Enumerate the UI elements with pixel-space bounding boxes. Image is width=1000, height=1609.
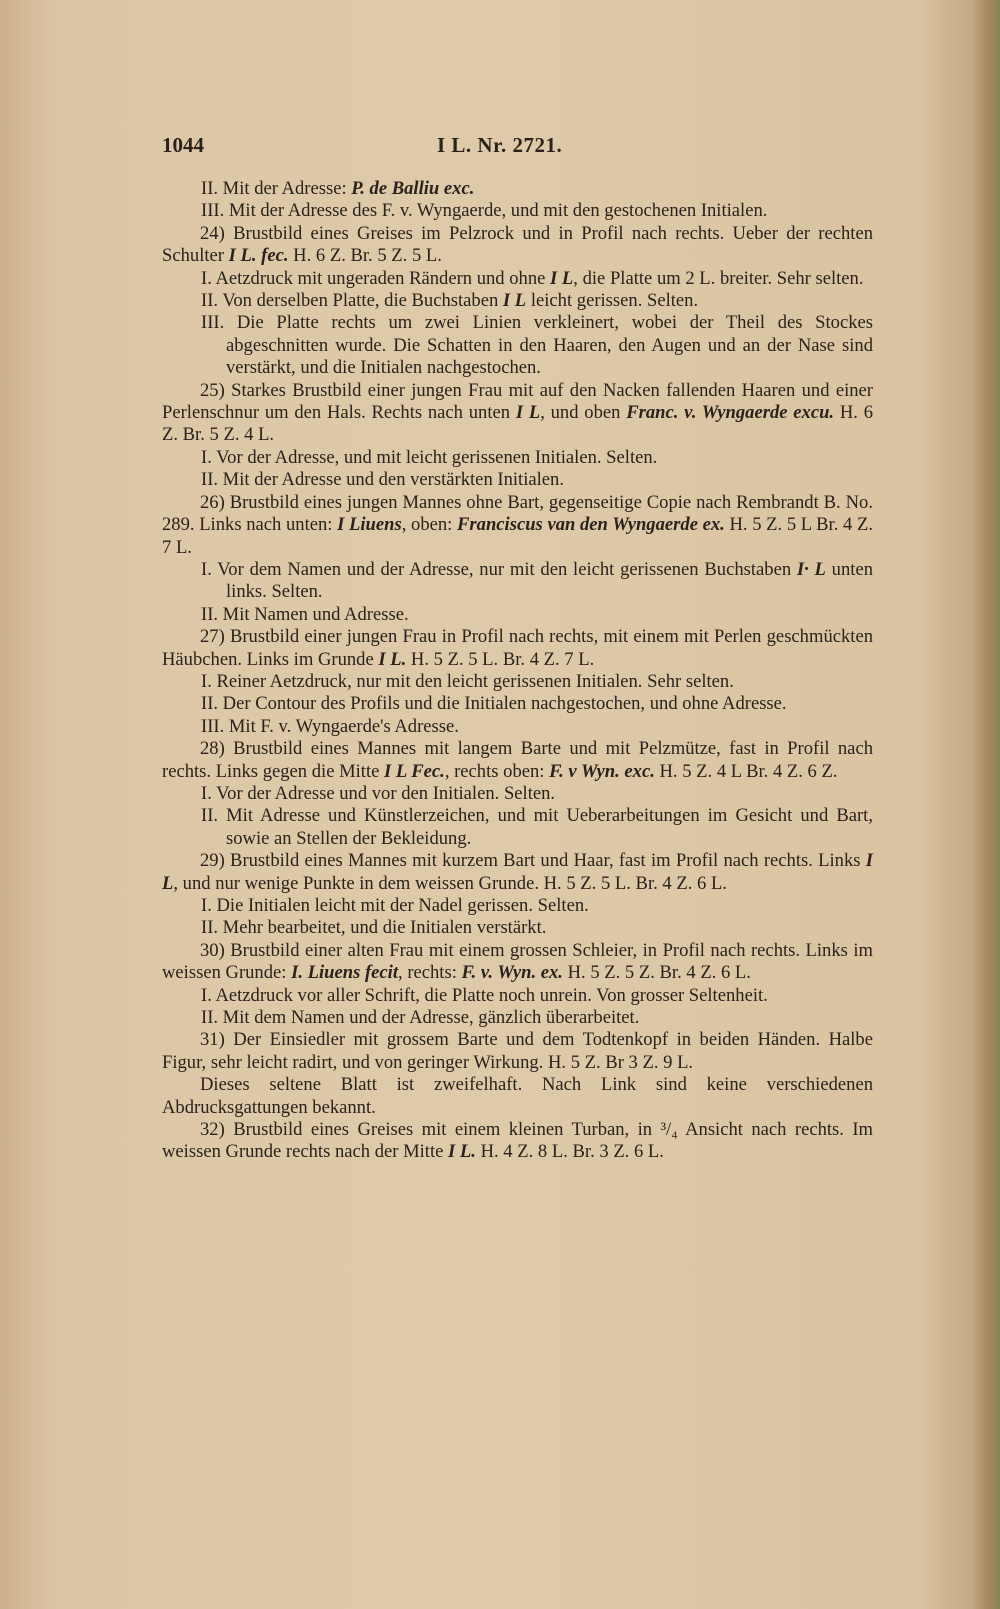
- italic-inscription: P. de Balliu exc.: [351, 178, 475, 199]
- italic-inscription: I L.: [448, 1141, 476, 1163]
- italic-inscription: I L.: [378, 648, 407, 670]
- text-segment: , und nur wenige Punkte in dem weissen Grunde. H. 5 Z. 5 L. Br. 4 Z. 6 L.: [173, 872, 727, 894]
- italic-inscription: I L: [515, 402, 541, 424]
- text-segment: II. Mit dem Namen und der Adresse, gänzlich überarbeitet.: [201, 1007, 640, 1029]
- italic-inscription: F. v Wyn. exc.: [549, 760, 655, 782]
- text-segment: III. Mit F. v. Wyngaerde's Adresse.: [201, 715, 459, 737]
- state-description: [162, 268, 873, 290]
- state-description: [162, 671, 873, 693]
- text-segment: leicht gerissen. Selten.: [526, 290, 699, 312]
- catalogue-text: [162, 178, 873, 1164]
- text-segment: 28) Brustbild eines Mannes mit langem Barte und mit Pelzmütze, fast in Profil nach rechts. Links gegen die Mitte: [162, 738, 873, 782]
- text-segment: II. Mit der Adresse und den verstärkten Initialen.: [201, 469, 564, 491]
- text-segment: 31) Der Einsiedler mit grossem Barte und dem Todtenkopf in beiden Händen. Halbe Figur, sehr leicht radirt, und von geringer Wirkung. H. 5 Z. Br 3 Z. 9 L.: [162, 1029, 873, 1073]
- text-segment: 27) Brustbild einer jungen Frau in Profil nach rechts, mit einem mit Perlen geschmückten Häubchen. Links im Grunde: [162, 626, 873, 670]
- state-description: [162, 1007, 873, 1029]
- italic-inscription: Franc. v. Wyngaerde excu.: [626, 402, 835, 424]
- text-segment: I. Vor der Adresse, und mit leicht gerissenen Initialen. Selten.: [201, 446, 658, 468]
- text-segment: H. 4 Z. 8 L. Br. 3 Z. 6 L.: [475, 1141, 664, 1163]
- text-segment: , rechts:: [398, 962, 462, 984]
- state-description: [162, 200, 873, 222]
- state-description: [162, 716, 873, 738]
- text-segment: , die Platte um 2 L. breiter. Sehr selten.: [573, 267, 864, 289]
- state-description: [162, 178, 873, 200]
- text-segment: 24) Brustbild eines Greises im Pelzrock und in Profil nach rechts. Ueber der rechten Schulter: [162, 222, 873, 267]
- italic-inscription: I L: [502, 290, 527, 312]
- text-segment: II. Mit Namen und Adresse.: [201, 603, 409, 625]
- text-segment: H. 5 Z. 5 L. Br. 4 Z. 7 L.: [406, 648, 595, 670]
- text-segment: II. Mehr bearbeitet, und die Initialen verstärkt.: [201, 917, 547, 939]
- state-description: [162, 985, 873, 1007]
- page-number: 1044: [162, 133, 204, 157]
- text-segment: 32) Brustbild eines Greises mit einem kleinen Turban, in ³/₄ Ansicht nach rechts. Im weissen Grunde rechts nach der Mitte: [162, 1119, 873, 1163]
- catalogue-entry: [162, 380, 873, 447]
- italic-inscription: Franciscus van den Wyngaerde ex.: [457, 514, 725, 536]
- italic-inscription: I L. fec.: [228, 245, 289, 267]
- catalogue-entry: [162, 738, 873, 783]
- text-segment: H. 5 Z. 5 L Br. 4 Z. 7 L.: [162, 514, 873, 558]
- note-paragraph: [162, 1074, 873, 1119]
- text-segment: I. Die Initialen leicht mit der Nadel gerissen. Selten.: [201, 895, 589, 916]
- text-segment: III. Mit der Adresse des F. v. Wyngaerde, und mit den gestochenen Initialen.: [201, 200, 768, 222]
- catalogue-entry: [162, 1119, 873, 1164]
- italic-inscription: I L: [550, 267, 574, 289]
- italic-inscription: I. Liuens fecit: [291, 962, 399, 984]
- catalogue-entry: [162, 1029, 873, 1074]
- text-segment: H. 5 Z. 4 L Br. 4 Z. 6 Z.: [654, 760, 838, 782]
- state-description: [162, 604, 873, 626]
- text-segment: Dieses seltene Blatt ist zweifelhaft. Nach Link sind keine verschiedenen Abdrucksgattungen bekannt.: [162, 1074, 873, 1118]
- text-segment: II. Mit Adresse und Künstlerzeichen, und mit Ueberarbeitungen im Gesicht und Bart, sowie an Stellen der Bekleidung.: [201, 805, 873, 849]
- text-segment: , oben:: [401, 514, 458, 536]
- state-description: [162, 312, 873, 379]
- italic-inscription: I Liuens: [337, 514, 402, 536]
- catalogue-entry: [162, 940, 873, 985]
- state-description: [162, 895, 873, 917]
- catalogue-entry: [162, 223, 873, 268]
- text-segment: I. Reiner Aetzdruck, nur mit den leicht gerissenen Initialen. Sehr selten.: [201, 670, 734, 692]
- text-segment: H. 6 Z. Br. 5 Z. 4 L.: [162, 402, 873, 446]
- state-description: [162, 447, 873, 469]
- text-segment: II. Mit der Adresse:: [201, 178, 352, 199]
- state-description: [162, 469, 873, 491]
- text-segment: I. Vor der Adresse und vor den Initialen. Selten.: [201, 782, 556, 804]
- italic-inscription: I· L: [796, 558, 826, 580]
- state-description: [162, 559, 873, 604]
- state-description: [162, 290, 873, 312]
- state-description: [162, 693, 873, 715]
- text-segment: , und oben: [540, 402, 627, 424]
- state-description: [162, 805, 873, 850]
- italic-inscription: I L: [162, 850, 873, 894]
- state-description: [162, 917, 873, 939]
- text-segment: I. Aetzdruck mit ungeraden Rändern und ohne: [201, 267, 551, 289]
- catalogue-entry: [162, 492, 873, 559]
- page-edge-shadow: [972, 0, 1000, 1609]
- catalogue-entry: [162, 626, 873, 671]
- italic-inscription: I L Fec.: [384, 760, 445, 782]
- text-segment: unten links. Selten.: [226, 558, 873, 603]
- text-segment: H. 6 Z. Br. 5 Z. 5 L.: [288, 245, 442, 267]
- running-header: [162, 133, 862, 163]
- text-segment: III. Die Platte rechts um zwei Linien verkleinert, wobei der Theil des Stockes abgeschnitten wurde. Die Schatten in den Haaren, den Augen und an der Nase sind verstärkt, und die Initialen nachgestochen.: [201, 312, 873, 379]
- text-segment: 25) Starkes Brustbild einer jungen Frau mit auf den Nacken fallenden Haaren und einer Perlenschnur um den Hals. Rechts nach unten: [162, 379, 873, 424]
- text-segment: 30) Brustbild einer alten Frau mit einem grossen Schleier, in Profil nach rechts. Links im weissen Grunde:: [162, 939, 873, 984]
- text-segment: II. Von derselben Platte, die Buchstaben: [201, 290, 503, 312]
- text-segment: 26) Brustbild eines jungen Mannes ohne Bart, gegenseitige Copie nach Rembrandt B. No. 289. Links nach unten:: [162, 491, 873, 536]
- italic-inscription: F. v. Wyn. ex.: [461, 962, 563, 984]
- catalogue-entry: [162, 850, 873, 895]
- text-segment: II. Der Contour des Profils und die Initialen nachgestochen, und ohne Adresse.: [201, 693, 787, 715]
- running-title: I L. Nr. 2721.: [437, 133, 563, 157]
- text-segment: I. Vor dem Namen und der Adresse, nur mit den leicht gerissenen Buchstaben: [201, 558, 797, 580]
- text-segment: , rechts oben:: [444, 760, 550, 782]
- state-description: [162, 783, 873, 805]
- text-segment: H. 5 Z. 5 Z. Br. 4 Z. 6 L.: [562, 962, 751, 984]
- text-segment: I. Aetzdruck vor aller Schrift, die Platte noch unrein. Von grosser Seltenheit.: [201, 984, 768, 1006]
- text-segment: 29) Brustbild eines Mannes mit kurzem Bart und Haar, fast im Profil nach rechts. Links: [200, 850, 866, 872]
